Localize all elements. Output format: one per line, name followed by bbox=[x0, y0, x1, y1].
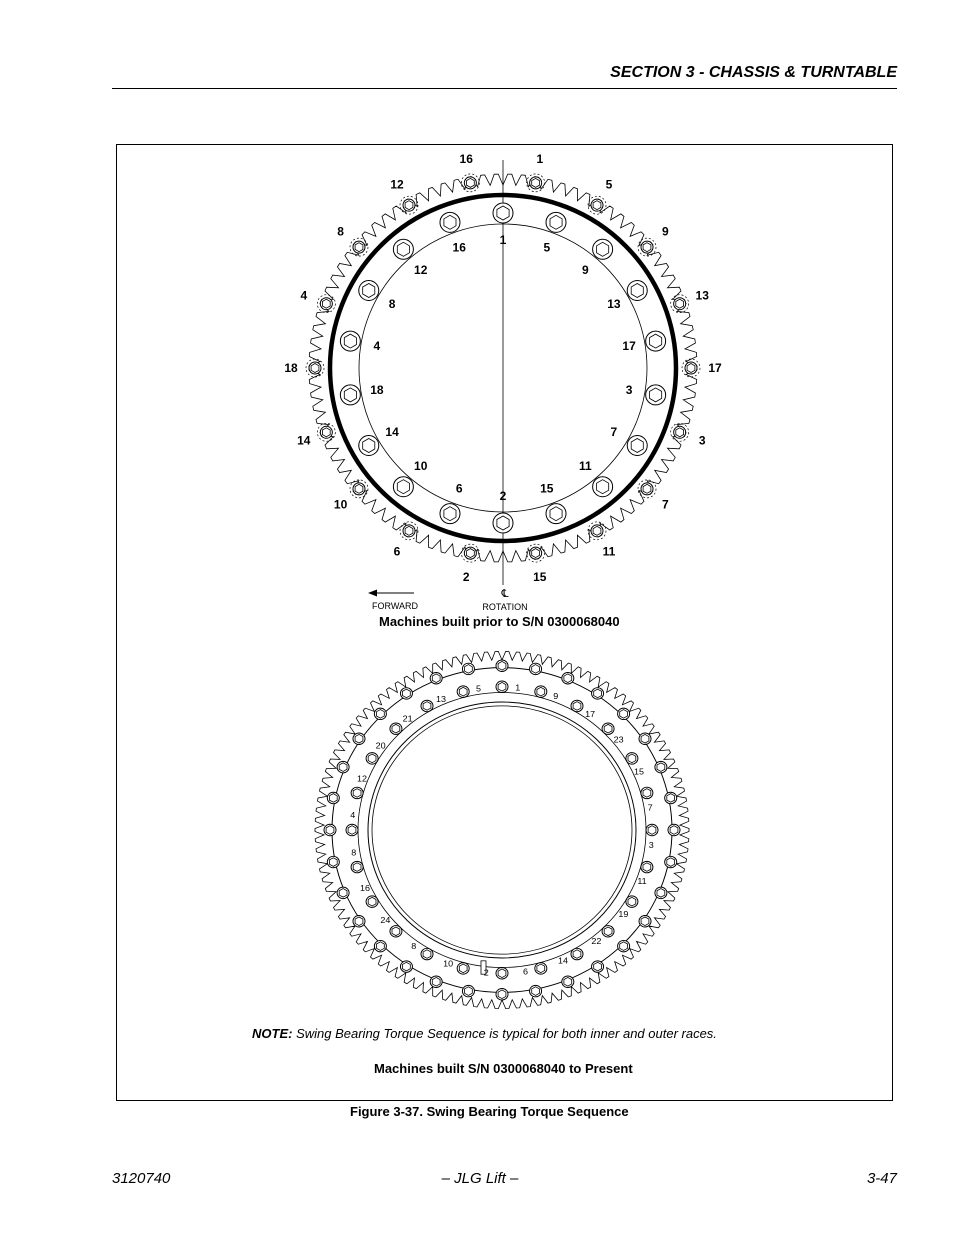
bolt-hex-head bbox=[573, 950, 581, 959]
ring-gear-teeth bbox=[315, 651, 689, 1008]
outer-bolt-label: 1 bbox=[536, 152, 544, 167]
bolt-hex-head bbox=[392, 927, 400, 936]
outer-race-bolt bbox=[562, 976, 574, 987]
inner-race-bolt-label: 16 bbox=[359, 883, 371, 894]
bolt-hex-head bbox=[397, 242, 409, 256]
outer-bolt-label: 5 bbox=[605, 177, 613, 192]
bolt-hex-head bbox=[329, 794, 337, 803]
inner-race-bolt bbox=[496, 968, 508, 979]
bolt-hex-head bbox=[597, 480, 609, 494]
bolt-hex-head bbox=[550, 215, 562, 229]
inner-bolt bbox=[340, 385, 360, 405]
bolt-hex-head bbox=[643, 789, 651, 798]
bolt-hex-head bbox=[628, 754, 636, 763]
bolt-hex-head bbox=[593, 526, 601, 535]
rotation-label: ROTATION bbox=[482, 602, 528, 612]
bolt-hex-head bbox=[537, 964, 545, 973]
bolt-hex-head bbox=[377, 942, 385, 951]
outer-bolt bbox=[400, 196, 418, 214]
bolt-hex-head bbox=[564, 977, 572, 986]
bolt-hex-head bbox=[532, 665, 540, 674]
outer-bolt-label: 18 bbox=[284, 361, 298, 375]
bolt-hex-head bbox=[643, 484, 651, 493]
forward-arrow bbox=[368, 590, 414, 597]
bolt-hex-head bbox=[594, 962, 602, 971]
outer-bolt-label: 14 bbox=[297, 433, 311, 448]
inner-race-bolt-label: 12 bbox=[356, 773, 368, 784]
bolt-hex-head bbox=[537, 687, 545, 696]
outer-bolt-label: 6 bbox=[393, 544, 401, 559]
bolt-hex-head bbox=[650, 334, 662, 348]
inner-bolt-label: 7 bbox=[610, 425, 618, 439]
inner-race-bolt bbox=[366, 896, 378, 907]
inner-bolt bbox=[393, 239, 413, 259]
bolt-hex-head bbox=[348, 826, 356, 835]
bolt-hex-head bbox=[444, 215, 456, 229]
bearing-bore bbox=[372, 706, 632, 954]
bolt-hex-head bbox=[604, 927, 612, 936]
outer-bolt-label: 17 bbox=[708, 361, 722, 375]
outer-bolt bbox=[588, 522, 606, 540]
inner-race-bolt bbox=[346, 824, 358, 835]
outer-race-bolt bbox=[655, 761, 667, 772]
inner-race-bolt-label: 21 bbox=[402, 713, 413, 724]
inner-bolt bbox=[440, 504, 460, 524]
bolt-hex-head bbox=[498, 990, 506, 999]
outer-race-bolt bbox=[618, 708, 630, 719]
inner-race-bolt bbox=[602, 723, 614, 734]
outer-bolt bbox=[682, 359, 700, 377]
inner-race-bolt bbox=[421, 948, 433, 959]
bottom-bearing-diagram bbox=[315, 651, 689, 1008]
inner-bolt-label: 9 bbox=[581, 262, 589, 277]
outer-race-bolt bbox=[353, 916, 365, 927]
bolt-hex-head bbox=[648, 826, 656, 835]
outer-bolt bbox=[461, 544, 479, 562]
note bbox=[252, 1026, 792, 1041]
outer-race-bolt bbox=[668, 824, 680, 835]
outer-race-bolt bbox=[655, 887, 667, 898]
bolt-hex-head bbox=[628, 897, 636, 906]
inner-bolt bbox=[627, 436, 647, 456]
bolt-hex-head bbox=[467, 178, 475, 187]
outer-bolt bbox=[317, 423, 335, 441]
inner-race-bolt-label: 1 bbox=[515, 682, 521, 693]
bolt-hex-head bbox=[631, 284, 643, 298]
bottom-diagram-caption: Machines built S/N 0300068040 to Present bbox=[374, 1061, 633, 1076]
bolt-hex-head bbox=[311, 364, 319, 373]
bolt-hex-head bbox=[676, 299, 684, 308]
inner-race-bolt bbox=[351, 861, 363, 872]
bottom-bearing-group bbox=[315, 651, 689, 1008]
bolt-hex-head bbox=[355, 484, 363, 493]
bolt-hex-head bbox=[363, 284, 375, 298]
bolt-hex-head bbox=[459, 964, 467, 973]
outer-bolt-label: 13 bbox=[695, 288, 709, 303]
inner-bolt-label: 12 bbox=[414, 262, 428, 277]
bolt-hex-head bbox=[326, 826, 334, 835]
bolt-hex-head bbox=[355, 734, 363, 743]
inner-bolt-label: 14 bbox=[385, 425, 399, 439]
bolt-hex-head bbox=[444, 507, 456, 521]
inner-race-bolt-label: 2 bbox=[483, 967, 489, 978]
bolt-hex-head bbox=[432, 977, 440, 986]
bolt-hex-head bbox=[641, 734, 649, 743]
bolt-hex-head bbox=[423, 950, 431, 959]
bolt-hex-head bbox=[641, 917, 649, 926]
outer-race-bolt bbox=[530, 663, 542, 674]
inner-bolt bbox=[593, 477, 613, 497]
outer-race-bolt bbox=[324, 824, 336, 835]
inner-race-bolt bbox=[571, 700, 583, 711]
inner-race-bolt-label: 7 bbox=[647, 802, 653, 813]
outer-race-bolt bbox=[337, 761, 349, 772]
outer-race-bolt bbox=[400, 961, 412, 972]
inner-race-bolt-label: 4 bbox=[350, 810, 356, 820]
outer-race-bolt bbox=[327, 856, 339, 867]
inner-bolt bbox=[440, 212, 460, 232]
inner-race-bolt bbox=[351, 787, 363, 798]
inner-bolt-label: 16 bbox=[452, 240, 466, 255]
bolt-hex-head bbox=[355, 243, 363, 252]
inner-bolt-label: 3 bbox=[625, 383, 633, 398]
outer-bolt-label: 11 bbox=[602, 544, 616, 559]
bolt-hex-head bbox=[322, 299, 330, 308]
bolt-hex-head bbox=[667, 858, 675, 867]
outer-race-bolt bbox=[562, 673, 574, 684]
outer-race-bolt bbox=[327, 792, 339, 803]
figure-title: Figure 3-37. Swing Bearing Torque Sequence bbox=[350, 1104, 629, 1119]
outer-race-bolt bbox=[374, 708, 386, 719]
outer-bolt-label: 12 bbox=[390, 177, 404, 192]
outer-bolt-label: 2 bbox=[462, 569, 470, 584]
bolt-hex-head bbox=[497, 206, 509, 220]
bolt-hex-head bbox=[339, 763, 347, 772]
outer-bolt-label: 15 bbox=[533, 569, 547, 584]
inner-race-bolt bbox=[421, 700, 433, 711]
inner-race-bolt-label: 10 bbox=[443, 958, 454, 969]
footer-center-text: – JLG Lift – bbox=[441, 1170, 519, 1187]
inner-bolt bbox=[546, 504, 566, 524]
bolt-hex-head bbox=[405, 201, 413, 210]
inner-bolt-label: 5 bbox=[543, 240, 551, 255]
inner-race-bolt-label: 13 bbox=[435, 694, 447, 704]
bolt-hex-head bbox=[403, 962, 411, 971]
bolt-hex-head bbox=[604, 724, 612, 733]
outer-bolt-label: 16 bbox=[459, 152, 473, 167]
bolt-hex-head bbox=[532, 987, 540, 996]
inner-bolt-label: 4 bbox=[373, 338, 381, 353]
inner-bolt-label: 13 bbox=[607, 297, 621, 311]
inner-bolt bbox=[359, 281, 379, 301]
bearing-mid-race bbox=[358, 692, 646, 967]
outer-bolt-label: 7 bbox=[662, 497, 669, 512]
top-bearing-diagram bbox=[284, 152, 722, 585]
outer-bolt-label: 9 bbox=[662, 224, 669, 239]
bolt-hex-head bbox=[355, 917, 363, 926]
inner-bolt bbox=[646, 331, 666, 351]
forward-label: FORWARD bbox=[372, 601, 418, 611]
bolt-hex-head bbox=[329, 858, 337, 867]
bolt-hex-head bbox=[676, 428, 684, 437]
bolt-hex-head bbox=[573, 702, 581, 711]
bolt-hex-head bbox=[593, 201, 601, 210]
outer-race-bolt bbox=[618, 940, 630, 951]
inner-bolt-label: 8 bbox=[388, 297, 396, 311]
inner-bolt bbox=[359, 436, 379, 456]
outer-bolt bbox=[306, 359, 324, 377]
outer-race-bolt bbox=[530, 985, 542, 996]
bolt-hex-head bbox=[564, 674, 572, 683]
bolt-hex-head bbox=[397, 480, 409, 494]
inner-race-bolt bbox=[626, 896, 638, 907]
inner-bolt bbox=[546, 212, 566, 232]
bolt-hex-head bbox=[667, 794, 675, 803]
bolt-hex-head bbox=[532, 549, 540, 558]
bolt-hex-head bbox=[550, 507, 562, 521]
bolt-hex-head bbox=[650, 388, 662, 402]
bolt-hex-head bbox=[377, 710, 385, 719]
inner-bolt-label: 17 bbox=[622, 338, 636, 353]
inner-bolt bbox=[393, 477, 413, 497]
inner-race-bolt bbox=[535, 686, 547, 697]
bolt-hex-head bbox=[597, 242, 609, 256]
inner-race-bolt-label: 24 bbox=[380, 915, 391, 925]
outer-race-bolt bbox=[639, 733, 651, 744]
outer-bolt bbox=[527, 544, 545, 562]
bolt-hex-head bbox=[344, 388, 356, 402]
bolt-hex-head bbox=[353, 789, 361, 798]
outer-race-bolt bbox=[462, 985, 474, 996]
outer-bolt bbox=[350, 238, 368, 256]
outer-race-bolt bbox=[374, 940, 386, 951]
note-label: NOTE: bbox=[252, 1026, 293, 1041]
outer-bolt bbox=[638, 480, 656, 498]
inner-race-bolt bbox=[571, 948, 583, 959]
inner-race-bolt bbox=[366, 753, 378, 764]
inner-race-bolt-label: 3 bbox=[648, 840, 654, 850]
bolt-hex-head bbox=[657, 763, 665, 772]
outer-bolt-label: 8 bbox=[337, 224, 344, 239]
bolt-hex-head bbox=[353, 863, 361, 872]
outer-race-bolt bbox=[337, 887, 349, 898]
inner-bolt bbox=[493, 513, 513, 533]
inner-race-bolt-label: 9 bbox=[553, 691, 559, 702]
bolt-hex-head bbox=[657, 889, 665, 898]
top-diagram-caption: Machines built prior to S/N 0300068040 bbox=[379, 614, 620, 629]
bolt-hex-head bbox=[620, 710, 628, 719]
inner-race-bolt bbox=[626, 753, 638, 764]
bolt-hex-head bbox=[403, 689, 411, 698]
bolt-hex-head bbox=[405, 526, 413, 535]
inner-race-bolt-label: 11 bbox=[637, 876, 647, 887]
outer-bolt bbox=[400, 522, 418, 540]
bolt-hex-head bbox=[465, 665, 473, 674]
inner-bolt bbox=[340, 331, 360, 351]
inner-race-bolt bbox=[641, 787, 653, 798]
bolt-hex-head bbox=[498, 682, 506, 691]
bolt-hex-head bbox=[339, 889, 347, 898]
inner-race-bolt-label: 14 bbox=[557, 955, 569, 966]
bolt-hex-head bbox=[344, 334, 356, 348]
bolt-hex-head bbox=[432, 674, 440, 683]
inner-bolt-label: 10 bbox=[414, 459, 428, 474]
outer-bolt-label: 10 bbox=[333, 497, 348, 512]
bolt-hex-head bbox=[363, 439, 375, 453]
outer-bolt-label: 4 bbox=[300, 288, 308, 303]
inner-race-bolt bbox=[535, 963, 547, 974]
outer-race-bolt bbox=[430, 976, 442, 987]
bolt-hex-head bbox=[643, 863, 651, 872]
outer-bolt bbox=[671, 423, 689, 441]
inner-race-bolt bbox=[602, 926, 614, 937]
outer-bolt-label: 3 bbox=[698, 433, 706, 448]
inner-race-bolt-label: 8 bbox=[411, 940, 417, 951]
bolt-hex-head bbox=[465, 987, 473, 996]
inner-bolt bbox=[627, 281, 647, 301]
outer-bolt bbox=[461, 174, 479, 192]
outer-bolt bbox=[588, 196, 606, 214]
inner-bolt bbox=[493, 203, 513, 223]
bolt-hex-head bbox=[368, 754, 376, 763]
bolt-hex-head bbox=[532, 178, 540, 187]
bolt-hex-head bbox=[631, 439, 643, 453]
bolt-hex-head bbox=[498, 661, 506, 670]
inner-race-bolt-label: 8 bbox=[351, 847, 357, 858]
outer-race-bolt bbox=[462, 663, 474, 674]
outer-race-bolt bbox=[400, 688, 412, 699]
outer-race-bolt bbox=[496, 989, 508, 1000]
outer-race-bolt bbox=[592, 688, 604, 699]
inner-race-bolt-label: 5 bbox=[475, 683, 482, 694]
inner-bolt-label: 11 bbox=[578, 459, 592, 474]
inner-bolt-label: 6 bbox=[455, 481, 463, 496]
outer-race-bolt bbox=[430, 673, 442, 684]
inner-bolt bbox=[646, 385, 666, 405]
bolt-hex-head bbox=[423, 702, 431, 711]
inner-race-bolt bbox=[457, 686, 469, 697]
outer-race-bolt bbox=[665, 856, 677, 867]
inner-race-bolt-label: 17 bbox=[585, 709, 596, 719]
outer-race-bolt bbox=[353, 733, 365, 744]
outer-race-bolt bbox=[665, 792, 677, 803]
bolt-hex-head bbox=[392, 724, 400, 733]
bearing-inner-race bbox=[368, 702, 636, 958]
centerline-symbol: ℄ bbox=[501, 587, 509, 600]
bolt-hex-head bbox=[687, 364, 695, 373]
inner-race-bolt bbox=[390, 926, 402, 937]
inner-race-bolt-label: 23 bbox=[613, 734, 624, 745]
inner-race-bolt-label: 20 bbox=[375, 740, 386, 751]
inner-race-bolt bbox=[457, 963, 469, 974]
bolt-hex-head bbox=[368, 897, 376, 906]
inner-bolt bbox=[593, 239, 613, 259]
bolt-hex-head bbox=[594, 689, 602, 698]
footer-doc-number: 3120740 bbox=[112, 1170, 171, 1187]
outer-race-bolt bbox=[639, 916, 651, 927]
bolt-hex-head bbox=[620, 942, 628, 951]
bolt-hex-head bbox=[459, 687, 467, 696]
note-text: Swing Bearing Torque Sequence is typical for both inner and outer races. bbox=[296, 1026, 717, 1041]
inner-bolt-label: 1 bbox=[499, 233, 507, 247]
inner-race-bolt-label: 22 bbox=[591, 936, 602, 947]
inner-race-bolt-label: 6 bbox=[522, 966, 529, 977]
inner-race-bolt-label: 19 bbox=[618, 909, 629, 920]
inner-race-bolt bbox=[390, 723, 402, 734]
bolt-hex-head bbox=[670, 826, 678, 835]
inner-bolt-label: 18 bbox=[370, 383, 384, 398]
bolt-hex-head bbox=[322, 428, 330, 437]
outer-race-bolt bbox=[496, 660, 508, 671]
inner-bolt-label: 2 bbox=[499, 489, 507, 503]
inner-bolt-label: 15 bbox=[540, 481, 554, 496]
inner-race-bolt-label: 15 bbox=[633, 766, 645, 777]
inner-race-bolt bbox=[496, 681, 508, 692]
bolt-hex-head bbox=[497, 516, 509, 530]
outer-bolt bbox=[317, 295, 335, 313]
section-header: SECTION 3 - CHASSIS & TURNTABLE bbox=[610, 64, 897, 81]
bolt-hex-head bbox=[467, 549, 475, 558]
bolt-hex-head bbox=[643, 243, 651, 252]
outer-bolt bbox=[527, 174, 545, 192]
outer-bolt bbox=[671, 295, 689, 313]
inner-race-bolt bbox=[641, 861, 653, 872]
bolt-hex-head bbox=[498, 969, 506, 978]
footer-page-number: 3-47 bbox=[866, 1170, 897, 1187]
outer-race-bolt bbox=[592, 961, 604, 972]
inner-race-bolt bbox=[646, 824, 658, 835]
